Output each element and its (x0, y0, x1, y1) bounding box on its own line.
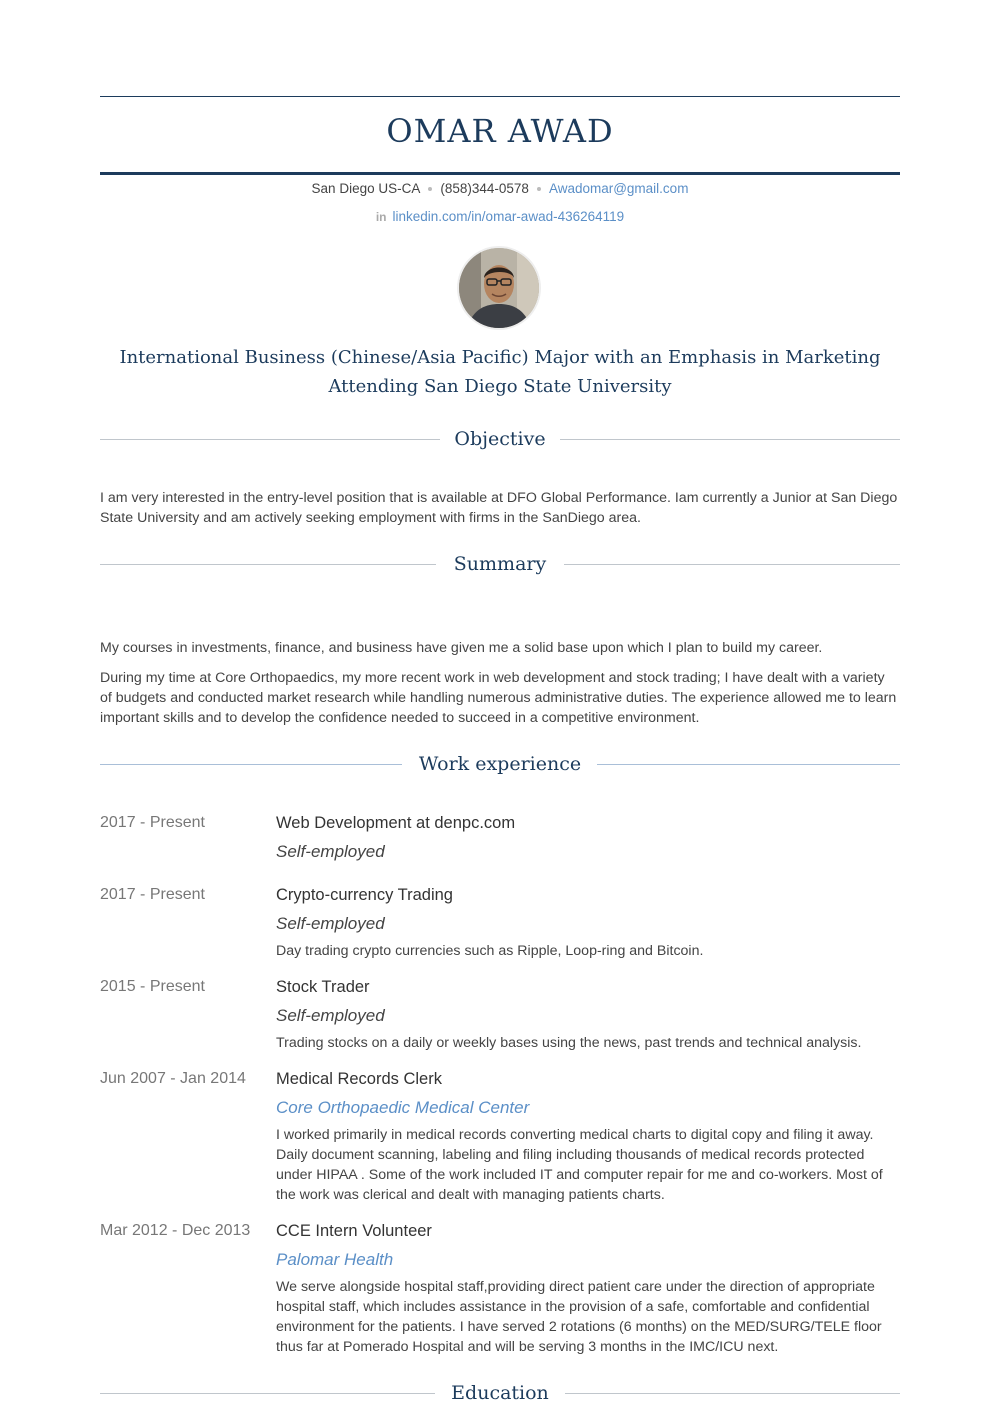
work-experience-header (100, 749, 900, 779)
summary-paragraph-1: My courses in investments, finance, and business have given me a solid base upon which I plan to build my career. (100, 640, 823, 656)
job-title: Crypto-currency Trading (276, 886, 453, 904)
objective-text: I am very interested in the entry-level position that is available at DFO Global Performance. Iam currently a Junior at San Diego State University and am actively seeking employment with firms in the SanDiego area. (100, 490, 898, 526)
contact-line (0, 181, 1000, 196)
avatar (459, 248, 539, 328)
headline (100, 343, 900, 401)
job-title: Medical Records Clerk (276, 1070, 442, 1088)
job-employer: Self-employed (276, 842, 385, 861)
headline-line-2: Attending San Diego State University (328, 376, 672, 397)
email-link[interactable]: Awadomar@gmail.com (548, 181, 689, 196)
separator-dot (537, 187, 541, 191)
top-rule (100, 96, 900, 97)
section-title: Objective (454, 428, 546, 450)
job-description: Trading stocks on a daily or weekly bases using the news, past trends and technical analysis. (276, 1035, 862, 1051)
section-title: Summary (453, 553, 547, 575)
summary-paragraph-2: During my time at Core Orthopaedics, my more recent work in web development and stock trading; I have dealt with a variety of budgets and conducted market research while handling numerous administrative duties. The experience allowed me to learn important skills and to develop the confidence needed to succeed in a competitive environment. (100, 670, 897, 726)
location: San Diego US-CA (311, 181, 421, 196)
job-title: CCE Intern Volunteer (276, 1222, 432, 1240)
summary-header (100, 549, 900, 579)
linkedin-link[interactable]: linkedin.com/in/omar-awad-436264119 (392, 209, 625, 224)
job-description: We serve alongside hospital staff,providing direct patient care under the direction of appropriate hospital staff, which includes assistance in the provision of a safe, comfortable and confidential environment for the patients. I have served 2 rotations (6 months) on the MED/SURG/TELE floor thus far at Pomerado Hospital and will be serving 3 months in the IMC/ICU next. (276, 1279, 882, 1355)
separator-dot (428, 187, 432, 191)
candidate-name: OMAR AWAD (386, 112, 614, 150)
job-dates: Mar 2012 - Dec 2013 (100, 1222, 251, 1239)
job-description: Day trading crypto currencies such as Ripple, Loop-ring and Bitcoin. (276, 943, 704, 959)
job-dates: 2017 - Present (100, 886, 205, 903)
job-description: I worked primarily in medical records converting medical charts to digital copy and filing it away. Daily document scanning, labeling and filing including thousands of medical records protected under HIPAA . Some of the work included IT and computer repair for me and co-workers. Most of the work was clerical and dealt with managing patients charts. (276, 1127, 883, 1203)
job-employer: Self-employed (276, 1006, 385, 1025)
linkedin-line (0, 209, 1000, 224)
section-title: Education (451, 1382, 549, 1404)
job-title: Stock Trader (276, 978, 370, 996)
job-employer: Self-employed (276, 914, 385, 933)
section-title: Work experience (418, 753, 582, 775)
phone[interactable]: (858)344-0578 (440, 181, 529, 196)
linkedin-icon: in (375, 210, 387, 224)
objective-header (100, 424, 900, 454)
education-header (100, 1378, 900, 1408)
job-dates: 2015 - Present (100, 978, 205, 995)
headline-line-1: International Business (Chinese/Asia Pacific) Major with an Emphasis in Marketing (119, 347, 881, 368)
profile-photo (459, 248, 539, 328)
name-underline (100, 172, 900, 175)
job-dates: Jun 2007 - Jan 2014 (100, 1070, 246, 1087)
job-employer-link[interactable]: Core Orthopaedic Medical Center (276, 1098, 530, 1117)
job-employer-link[interactable]: Palomar Health (276, 1250, 394, 1269)
job-dates: 2017 - Present (100, 814, 205, 831)
job-title: Web Development at denpc.com (276, 814, 516, 832)
